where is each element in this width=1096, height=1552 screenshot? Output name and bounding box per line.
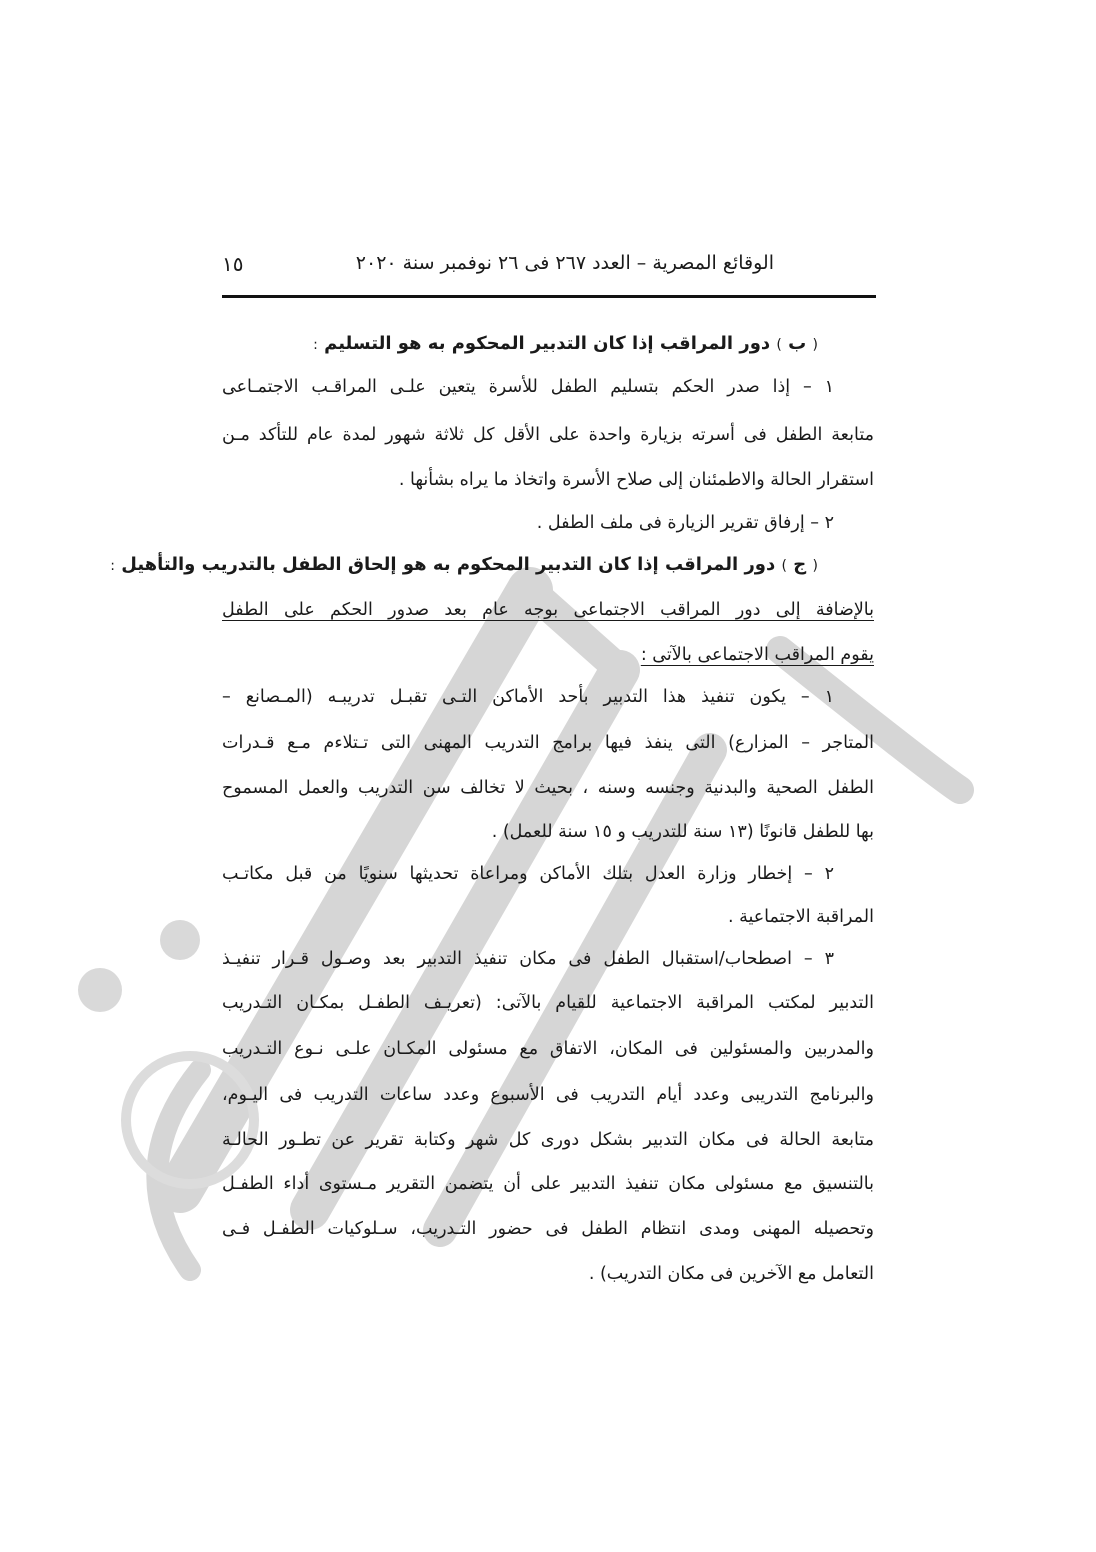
section-c-heading: ( ج ) دور المراقب إذا كان التدبير المحكوم به هو إلحاق الطفل بالتدريب والتأهيل :: [110, 554, 818, 575]
underlined-intro-line: بالإضافة إلى دور المراقب الاجتماعى بوجه عام بعد صدور الحكم على الطفل: [222, 600, 874, 620]
paragraph-line: ٢ – إرفاق تقرير الزيارة فى ملف الطفل .: [536, 513, 834, 533]
section-b-title: دور المراقب إذا كان التدبير المحكوم به هو التسليم: [324, 333, 771, 354]
paragraph-line: متابعة الحالة فى مكان التدبير بشكل دورى كل شهر وكتابة تقرير عن تطـور الحالـة: [222, 1130, 874, 1150]
gazette-header-title: الوقائع المصرية – العدد ٢٦٧ فى ٢٦ نوفمبر سنة ٢٠٢٠: [355, 252, 774, 274]
paragraph-line: والبرنامج التدريبى وعدد أيام التدريب فى الأسبوع وعدد ساعات التدريب فى اليـوم،: [222, 1085, 874, 1105]
paragraph-line: متابعة الطفل فى أسرته بزيارة واحدة على الأقل كل ثلاثة شهور لمدة عام للتأكد مـن: [222, 425, 874, 445]
section-b-heading: ( ب ) دور المراقب إذا كان التدبير المحكوم به هو التسليم :: [313, 333, 818, 354]
paragraph-line: ١ – إذا صدر الحكم بتسليم الطفل للأسرة يتعين علـى المراقـب الاجتمـاعى: [222, 377, 834, 397]
paragraph-line: التدبير لمكتب المراقبة الاجتماعية للقيام بالآتى: (تعريـف الطفـل بمكـان التـدريب: [222, 993, 874, 1013]
paragraph-line: ١ – يكون تنفيذ هذا التدبير بأحد الأماكن التـى تقبـل تدريبـه (المـصانع –: [222, 687, 834, 707]
header-divider: [222, 295, 876, 298]
paragraph-line: وتحصيله المهنى ومدى انتظام الطفل فى حضور التـدريب، سـلوكيات الطفـل فـى: [222, 1219, 874, 1239]
paragraph-line: الطفل الصحية والبدنية وجنسه وسنه ، بحيث لا تخالف سن التدريب والعمل المسموح: [222, 778, 874, 798]
paragraph-line: بالتنسيق مع مسئولى مكان تنفيذ التدبير على أن يتضمن التقرير مـستوى أداء الطفـل: [222, 1174, 874, 1194]
underlined-intro-line: يقوم المراقب الاجتماعى بالآتى :: [640, 645, 874, 665]
page-number: ١٥: [222, 252, 244, 276]
paragraph-line: بها للطفل قانونًا (١٣ سنة للتدريب و ١٥ سنة للعمل) .: [491, 822, 874, 842]
paragraph-line: المتاجر – المزارع) التى ينفذ فيها برامج التدريب المهنى التى تـتلاءم مـع قـدرات: [222, 733, 874, 753]
page-header: [222, 252, 874, 292]
paragraph-line: والمدربين والمسئولين فى المكان، الاتفاق مع مسئولى المكـان علـى نـوع التـدريب: [222, 1039, 874, 1059]
paragraph-line: المراقبة الاجتماعية .: [727, 907, 874, 927]
paragraph-line: ٢ – إخطار وزارة العدل بتلك الأماكن ومراعاة تحديثها سنويًا من قبل مكاتـب: [222, 864, 834, 884]
section-b-label: ب: [788, 333, 807, 354]
section-c-title: دور المراقب إذا كان التدبير المحكوم به هو إلحاق الطفل بالتدريب والتأهيل: [121, 554, 776, 575]
section-c-label: ج: [793, 554, 807, 575]
paragraph-line: التعامل مع الآخرين فى مكان التدريب) .: [588, 1264, 874, 1284]
paragraph-line: ٣ – اصطحاب/استقبال الطفل فى مكان تنفيذ التدبير بعد وصـول قـرار تنفيـذ: [222, 949, 834, 969]
paragraph-line: استقرار الحالة والاطمئنان إلى صلاح الأسرة واتخاذ ما يراه بشأنها .: [398, 470, 874, 490]
